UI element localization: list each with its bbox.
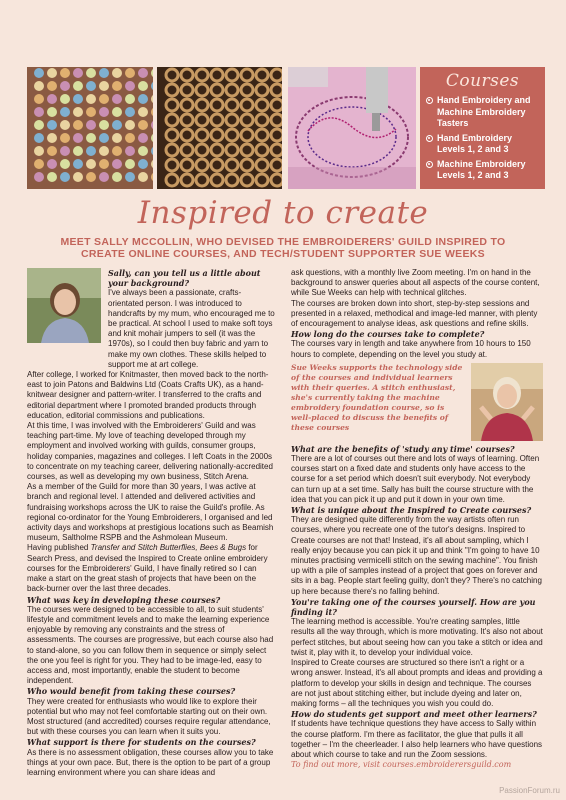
- texture-dot: [47, 81, 57, 91]
- texture-dot: [60, 107, 70, 117]
- texture-dot: [138, 120, 148, 130]
- texture-dot: [47, 68, 57, 78]
- left-column: [27, 268, 275, 778]
- texture-dot: [86, 81, 96, 91]
- texture-dot: [138, 81, 148, 91]
- texture-dot: [47, 133, 57, 143]
- texture-dot: [99, 159, 109, 169]
- paragraph: Inspired to Create courses are structured so there isn't a right or a wrong answer. Instead, it's all about prompts and ideas and providing a platform to develop your skills in design and technique. The courses are not just about stitching either, but include dyeing and later on, making forms – all the techniques you wish you could do.: [291, 658, 543, 708]
- texture-dot: [125, 94, 135, 104]
- texture-dot: [138, 172, 148, 182]
- sally-mccollin-portrait: [27, 268, 101, 343]
- texture-dot: [99, 120, 109, 130]
- courses-title: Courses: [445, 71, 520, 91]
- texture-dot: [86, 172, 96, 182]
- paragraph: They are designed quite differently from the way artists often run courses, where you recreate one of the tutor's designs. Inspired to Create courses are not that! Instead, it's all about sampling, which I really enjoy because you can pick it up and think "I'm going to have 10 minutes practising vermicelli stitch on the sewing machine". You finish up with a pile of samples instead of a project that goes on forever and sits in a bag. People start feeling guilty, don't they? There's no catching up here because there's no falling behind.: [291, 515, 542, 596]
- texture-dot: [112, 133, 122, 143]
- texture-dot: [73, 172, 83, 182]
- texture-dot: [34, 172, 44, 182]
- paragraph: The courses vary in length and take anywhere from 10 hours to 150 hours to complete, depending on the level you study at.: [291, 339, 531, 359]
- texture-dot: [34, 107, 44, 117]
- question-unique: What is unique about the Inspired to Create courses?: [291, 505, 532, 516]
- question-study-any-time: What are the benefits of 'study any time' courses?: [291, 443, 515, 454]
- texture-dot: [34, 94, 44, 104]
- texture-dot: [112, 172, 122, 182]
- texture-dot: [47, 107, 57, 117]
- texture-dot: [99, 81, 109, 91]
- texture-dot: [125, 120, 135, 130]
- find-out-more-link[interactable]: To find out more, visit courses.embroiderersguild.com: [291, 760, 512, 770]
- text-run: for Search Press, and devised the Inspired to Create online embroidery courses for the Embroiderers' Guild, I have finally retired so I can make a start on the great stash of projects that have been on the back-burner over the last three decades.: [27, 543, 268, 594]
- question-support: What support is there for students on the courses?: [27, 737, 256, 748]
- texture-dot: [60, 172, 70, 182]
- paragraph: At this time, I was involved with the Embroiderers' Guild and was teaching part-time. My love of teaching developed through my employment and involved working with guilds, consumer groups, holiday companies, magazines and colleges. I left Coats in the 2000s to concentrate on my teaching career, delivering nationally-accredited courses, as well as developing my own business, Stitch Arena.: [27, 421, 273, 482]
- texture-dot: [125, 81, 135, 91]
- texture-dot: [60, 81, 70, 91]
- texture-dot: [112, 68, 122, 78]
- texture-dot: [99, 172, 109, 182]
- texture-dot: [34, 146, 44, 156]
- paragraph: The courses were designed to be accessible to all, to suit students' lifestyle and commitment levels and to make the learning experience enjoyable by removing any constraints and the stress of assessments. The courses are progressive, but each course also had to stand-alone, so you can follow them in sequence or simply select the one you feel is right for you. They had to be image-led, easy to access and, most importantly, enable the student to become independent.: [27, 604, 274, 686]
- texture-dot: [125, 107, 135, 117]
- texture-dot: [99, 94, 109, 104]
- paragraph: As a member of the Guild for more than 30 years, I was active at branch and regional level. I attended and delivered activities and fundraising workshops across the UK to raise the Guild's profile. As regional co-ordinator for the Young Embroiderers, I organised and led activity days and workshops at prestigious locations such as Beamish museum, Saltholme RSPB and the Ashmolean Museum.: [27, 482, 274, 543]
- texture-dot: [73, 94, 83, 104]
- texture-dot: [86, 146, 96, 156]
- texture-dot: [138, 94, 148, 104]
- texture-dot: [138, 133, 148, 143]
- paragraph: ask questions, with a monthly live Zoom meeting. I'm on hand in the background to answer queries about all aspects of the course content, while Sue Weeks can help with technical glitches.: [291, 268, 540, 298]
- text-run: Having published: [27, 543, 91, 553]
- texture-dot: [34, 120, 44, 130]
- texture-dot: [73, 120, 83, 130]
- paragraph: I've always been a passionate, crafts-orientated person. I was introduced to handcrafts by my mum, who encouraged me to be practical. At school I used to make soft toys and knit mohair jumpers to sell (it was the 1970s), so I could then buy fabric and yarn to make my own clothes. These skills helped to support me at art college.: [108, 288, 275, 369]
- texture-dot: [47, 172, 57, 182]
- texture-dot: [73, 159, 83, 169]
- texture-dot: [99, 133, 109, 143]
- texture-dot: [125, 159, 135, 169]
- question-student-support: How do students get support and meet other learners?: [291, 709, 537, 720]
- texture-dot: [60, 68, 70, 78]
- texture-dot: [86, 120, 96, 130]
- article-standfirst: MEET SALLY MCCOLLIN, WHO DEVISED THE EMBROIDERERS' GUILD INSPIRED TO CREATE ONLINE COURSES, AND TECH/STUDENT SUPPORTER SUE WEEKS: [60, 236, 506, 260]
- texture-dot: [60, 94, 70, 104]
- texture-dot: [138, 146, 148, 156]
- pull-quote: Sue Weeks supports the technology side of the courses and individual learners with their queries. A stitch enthusiast, she's currently taking the machine embroidery foundation course, so is well-placed to discuss the benefits of these courses: [291, 362, 463, 432]
- texture-dot: [86, 133, 96, 143]
- texture-dot: [73, 107, 83, 117]
- embroidery-sample-photo-1: [27, 67, 153, 189]
- paragraph: After college, I worked for Knitmaster, then moved back to the north-east to join Patons and Baldwins Ltd (Coats Crafts UK), as a hand-knitwear designer and pattern-writer. I transferred to the crafts and editorial department where I promoted branded products through education, editorial commissions and publications.: [27, 370, 269, 420]
- course-item-label: Hand Embroidery Levels 1, 2 and 3: [437, 132, 513, 154]
- texture-dot: [125, 146, 135, 156]
- paragraph: They were created for enthusiasts who would like to explore their potential but who may not feel comfortable starting out on their own. Most structured (and accredited) courses require regular attendance, but with these courses you can learn when it suits you.: [27, 696, 271, 737]
- pull-quote-row: [291, 363, 544, 441]
- paragraph: The learning method is accessible. You're creating samples, little results all the way through, which is more motivating. It's also not about perfect stitches, but about seeing how can you take a stitch or idea and twist it, play with it, to develop your individual voice.: [291, 617, 543, 657]
- texture-dot: [99, 107, 109, 117]
- bullet-icon: [426, 135, 433, 142]
- texture-dot: [47, 120, 57, 130]
- texture-dot: [112, 94, 122, 104]
- texture-dot: [112, 81, 122, 91]
- texture-dot: [73, 68, 83, 78]
- texture-dot: [112, 107, 122, 117]
- texture-dot: [47, 146, 57, 156]
- course-item-label: Hand Embroidery and Machine Embroidery Tasters: [437, 95, 531, 128]
- texture-dot: [125, 172, 135, 182]
- paragraph: As there is no assessment obligation, these courses allow you to take things at your own pace. But, there is the option to be part of a group learning environment where you can share ideas and: [27, 747, 274, 777]
- paragraph: If students have technique questions they have access to Sally within the course platform. I'm there as facilitator, the glue that pulls it all together – I'm the cheerleader. I also help learners who have questions about which course to take and run the Zoom sessions.: [291, 719, 543, 759]
- texture-dot: [138, 159, 148, 169]
- texture-dot: [125, 133, 135, 143]
- article-headline: Inspired to create: [137, 195, 429, 231]
- question-duration: How long do the courses take to complete?: [291, 329, 485, 340]
- texture-dot: [73, 81, 83, 91]
- texture-dot: [73, 133, 83, 143]
- machine-embroidery-photo: [288, 67, 416, 189]
- texture-dot: [34, 133, 44, 143]
- intro-block: [108, 268, 275, 370]
- texture-dot: [86, 68, 96, 78]
- texture-dot: [60, 133, 70, 143]
- texture-dot: [34, 81, 44, 91]
- texture-dot: [112, 120, 122, 130]
- question-key-development: What was key in developing these courses?: [27, 594, 221, 605]
- texture-dot: [60, 159, 70, 169]
- course-item: [426, 133, 539, 156]
- texture-dot: [112, 146, 122, 156]
- paragraph: There are a lot of courses out there and lots of ways of learning. Often courses start on a fixed date and students only have access to the course for a set period which doesn't suit everybody. Not everybody can turn up at a set time. Sally has built the course structure with the idea that you can pick it up and put it down in your own time.: [291, 454, 540, 504]
- right-column: [291, 268, 544, 770]
- courses-box: [420, 67, 545, 189]
- texture-dot: [47, 159, 57, 169]
- texture-dot: [112, 159, 122, 169]
- texture-dot: [73, 146, 83, 156]
- texture-dot: [60, 146, 70, 156]
- texture-dot: [86, 159, 96, 169]
- course-item: [426, 159, 539, 182]
- embroidery-sample-photo-2: [157, 67, 282, 189]
- paragraph: The courses are broken down into short, step-by-step sessions and presented in a relaxed, methodical and image-led manner, with plenty of encouragement to analyse ideas, ask questions and refine skills.: [291, 298, 538, 329]
- question-who-benefits: Who would benefit from taking these courses?: [27, 686, 236, 697]
- question-background: Sally, can you tell us a little about your background?: [108, 268, 261, 289]
- texture-dot: [34, 68, 44, 78]
- sue-weeks-portrait: [471, 363, 543, 441]
- texture-dot: [99, 146, 109, 156]
- texture-dot: [86, 107, 96, 117]
- texture-dot: [138, 107, 148, 117]
- book-titles: Transfer and Stitch Butterflies, Bees & Bugs: [90, 543, 247, 553]
- texture-dot: [125, 68, 135, 78]
- bullet-icon: [426, 97, 433, 104]
- question-taking-course: You're taking one of the courses yourself. How are you finding it?: [291, 596, 536, 618]
- texture-dot: [60, 120, 70, 130]
- texture-dot: [47, 94, 57, 104]
- texture-dot: [34, 159, 44, 169]
- texture-dot: [86, 94, 96, 104]
- paragraph: [27, 543, 275, 594]
- course-item: [426, 95, 539, 130]
- course-item-label: Machine Embroidery Levels 1, 2 and 3: [437, 158, 526, 180]
- texture-dot: [138, 68, 148, 78]
- texture-dot: [99, 68, 109, 78]
- bullet-icon: [426, 161, 433, 168]
- site-watermark: PassionForum.ru: [499, 786, 560, 795]
